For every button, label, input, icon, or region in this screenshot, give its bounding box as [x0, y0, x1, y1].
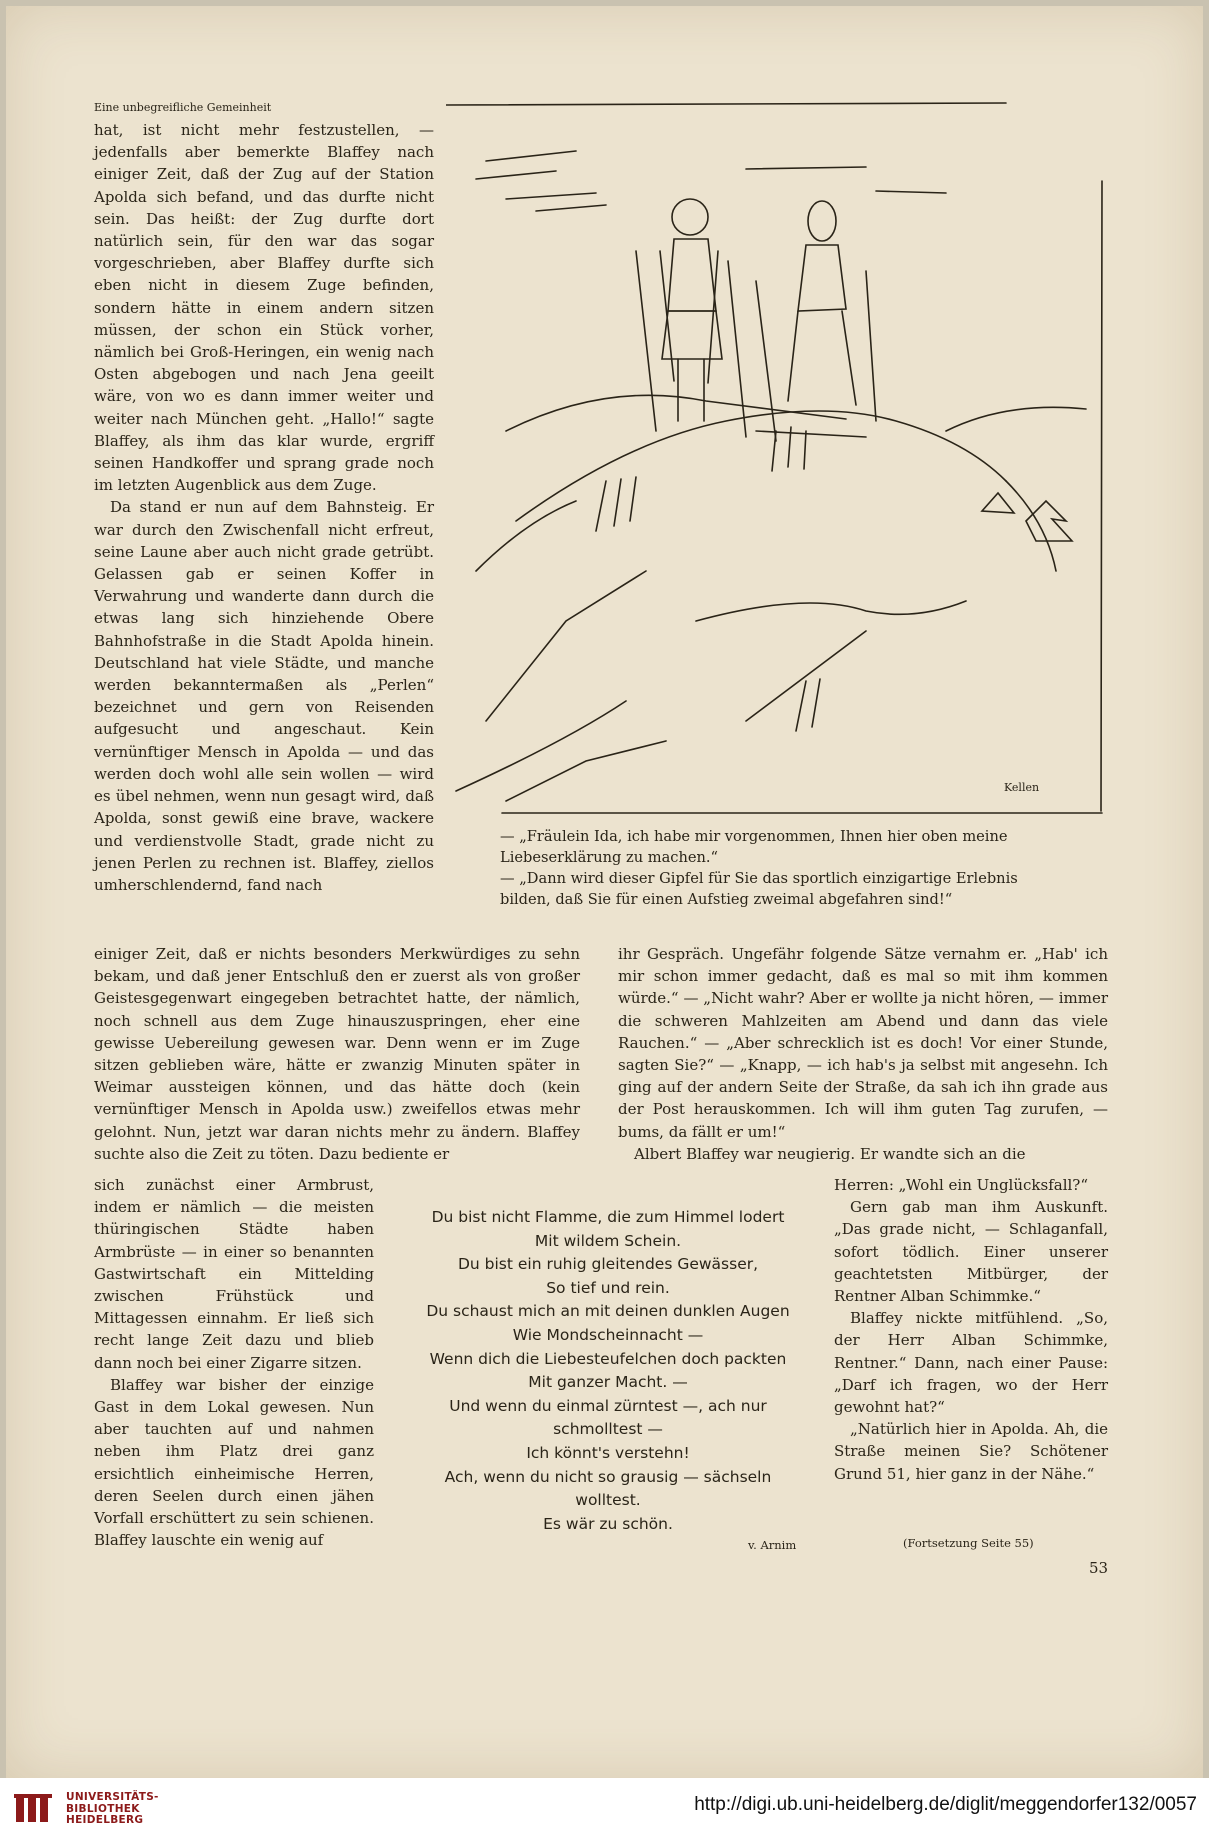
ski-pole [636, 251, 656, 431]
narrow-left-text [94, 1174, 374, 1551]
summit-outline [516, 411, 1006, 521]
poem-line: Ich könnt's verstehn! [526, 1443, 690, 1462]
illustration-caption [500, 826, 1062, 910]
left-column-text [94, 119, 434, 896]
poem-line: wolltest. [575, 1491, 641, 1510]
running-head: Eine unbegreifliche Gemeinheit [94, 101, 272, 114]
poem-author: v. Arnim [748, 1538, 797, 1552]
library-logo-text [66, 1792, 159, 1827]
paragraph: einiger Zeit, daß er nichts besonders Merkwürdiges zu sehn bekam, und daß jener Entschluß den er zuerst als von großer Geistesgegenwart eingegeben betrachtet hatte, der nämlich, noch schnell aus dem Zuge hinauszuspringen, eher eine gewisse Uebereilung gewesen war. Denn wenn er im Zuge sitzen geblieben wäre, hätte er zwanzig Minuten später in Weimar aussteigen können, und das hätte doch (kein vernünftiger Mensch in Apolda usw.) zweifellos etwas mehr gelohnt. Nun, jetzt war daran nichts mehr zu ändern. Blaffey suchte also die Zeit zu töten. Dazu bediente er [94, 945, 580, 1163]
pine-tree [1026, 501, 1072, 541]
ski [756, 431, 866, 437]
continuation-note: (Fortsetzung Seite 55) [903, 1536, 1034, 1550]
caption-line: — „Dann wird dieser Gipfel für Sie das sportlich einzigartige Erlebnis bilden, daß Sie für einen Aufstieg zweimal abgefahren sind!“ [500, 870, 1018, 908]
scanned-page [6, 6, 1203, 1778]
ski-couple-illustration [446, 101, 1106, 821]
poem-line: Du bist ein ruhig gleitendes Gewässer, [457, 1255, 759, 1274]
frame-right-line [1101, 181, 1102, 811]
paragraph: hat, ist nicht mehr festzustellen, — jedenfalls aber bemerkte Blaffey nach einiger Zeit, daß der Zug auf der Station Apolda sich befand, und das durfte nicht sein. Das heißt: der Zug durfte dort natürlich sein, für den war das sogar vorgeschrieben, aber Blaffey durfte sich eben nicht in diesem Zuge befinden, sondern hätte in einem andern sitzen müssen, der schon ein Stück vorher, nämlich bei Groß-Heringen, ein wenig nach Osten abgebogen und nach Jena geeilt wäre, von wo es dann immer weiter und weiter nach München geht. „Hallo!“ sagte Blaffey, als ihm das klar wurde, ergriff seinen Handkoffer und sprang grade noch im letzten Augenblick aus dem Zuge. [94, 121, 434, 495]
poem-line: Mit wildem Schein. [534, 1231, 682, 1250]
paragraph: „Natürlich hier in Apolda. Ah, die Straße meinen Sie? Schötener Grund 51, hier ganz in der Nähe.“ [834, 1420, 1108, 1483]
logo-line: UNIVERSITÄTS- [66, 1791, 159, 1803]
illustration-signature: Kellen [1004, 781, 1040, 794]
university-logo-icon [12, 1792, 58, 1826]
logo-line: HEIDELBERG [66, 1814, 144, 1827]
page-number: 53 [1089, 1559, 1109, 1577]
poem-line: Du schaust mich an mit deinen dunklen Augen [426, 1302, 790, 1321]
viewer-footer [0, 1778, 1209, 1833]
paragraph: Blaffey nickte mitfühlend. „So, der Herr Alban Schimmke, Rentner.“ Dann, nach einer Pause: „Darf ich fragen, wo der Herr gewohnt hat?“ [834, 1309, 1108, 1417]
paragraph: Herren: „Wohl ein Unglücksfall?“ [834, 1176, 1089, 1194]
poem-line: Du bist nicht Flamme, die zum Himmel lodert [431, 1208, 785, 1226]
poem-line: Und wenn du einmal zürntest —, ach nur [449, 1396, 767, 1415]
poem-line: Es wär zu schön. [543, 1514, 673, 1533]
distant-ridge [506, 395, 846, 431]
woman-head [672, 199, 708, 235]
paragraph: Gern gab man ihm Auskunft. „Das grade nicht, — Schlaganfall, sofort tödlich. Einer unserer geachtetsten Mitbürger, der Rentner Alban Schimmke.“ [834, 1198, 1108, 1306]
poem-line: Wenn dich die Liebesteufelchen doch packten [429, 1349, 787, 1368]
right-column-text [618, 943, 1108, 1165]
man-head [808, 201, 836, 241]
poem-line: Mit ganzer Macht. — [528, 1373, 688, 1392]
narrow-right-text [834, 1174, 1108, 1485]
logo-line: BIBLIOTHEK [66, 1802, 140, 1815]
poem-line: schmolltest — [553, 1420, 663, 1439]
poem-line: Wie Mondscheinnacht — [512, 1325, 704, 1344]
caption-line: — „Fräulein Ida, ich habe mir vorgenommen, Ihnen hier oben meine Liebeserklärung zu machen.“ [500, 828, 1008, 866]
frame-top-line [446, 103, 1006, 105]
paragraph: sich zunächst einer Armbrust, indem er nämlich — die meisten thüringischen Städte haben Armbrüste — in einer so benannten Gastwirtschaft ein Mittelding zwischen Frühstück und Mittagessen einnahm. Er ließ sich recht lange Zeit dazu und blieb dann noch bei einer Zigarre sitzen. [94, 1176, 374, 1372]
bottom-left-text [94, 943, 580, 1165]
paragraph: Blaffey war bisher der einzige Gast in dem Lokal gewesen. Nun aber tauchten auf und nahmen neben ihm Platz drei ganz ersichtlich einheimische Herren, deren Seelen durch einen jähen Vorfall erschüttert zu sein schienen. Blaffey lauschte ein wenig auf [94, 1375, 374, 1550]
poem-line: So tief und rein. [546, 1278, 670, 1297]
paragraph: Da stand er nun auf dem Bahnsteig. Er war durch den Zwischenfall nicht erfreut, seine Laune aber auch nicht grade getrübt. Gelassen gab er seinen Koffer in Verwahrung und wanderte dann durch die etwas lang sich hinziehende Obere Bahnhofstraße in die Stadt Apolda hinein. Deutschland hat viele Städte, und manche werden bekanntermaßen als „Perlen“ bezeichnet und gern von Reisenden aufgesucht und angeschaut. Kein vernünftiger Mensch in Apolda — und das werden doch wohl alle sein wollen — wird es übel nehmen, wenn nun gesagt wird, daß Apolda, sonst gewiß eine brave, wackere und verdienstvolle Stadt, grade nicht zu jenen Perlen zu rechnen ist. Blaffey, ziellos umherschlendernd, fand nach [94, 498, 434, 894]
poem-line: Ach, wenn du nicht so grausig — sächseln [444, 1467, 772, 1486]
source-url-link[interactable]: http://digi.ub.uni-heidelberg.de/diglit/meggendorfer132/0057 [694, 1794, 1197, 1815]
poem [398, 1206, 818, 1536]
paragraph: Albert Blaffey war neugierig. Er wandte sich an die [634, 1144, 1026, 1163]
paragraph: ihr Gespräch. Ungefähr folgende Sätze vernahm er. „Hab' ich mir schon immer gedacht, daß es mal so mit ihm kommen würde.“ — „Nicht wahr? Aber er wollte ja nicht hören, — immer die schweren Mahlzeiten am Abend und dann das viele Rauchen.“ — „Aber schrecklich ist es doch! Vor einer Stunde, sagten Sie?“ — „Knapp, — ich hab's ja selbst mit angesehn. Ich ging auf der andern Seite der Straße, da sah ich ihn grade aus der Post herauskommen. Ich will ihm guten Tag zurufen, — bums, da fällt er um!“ [618, 945, 1108, 1141]
